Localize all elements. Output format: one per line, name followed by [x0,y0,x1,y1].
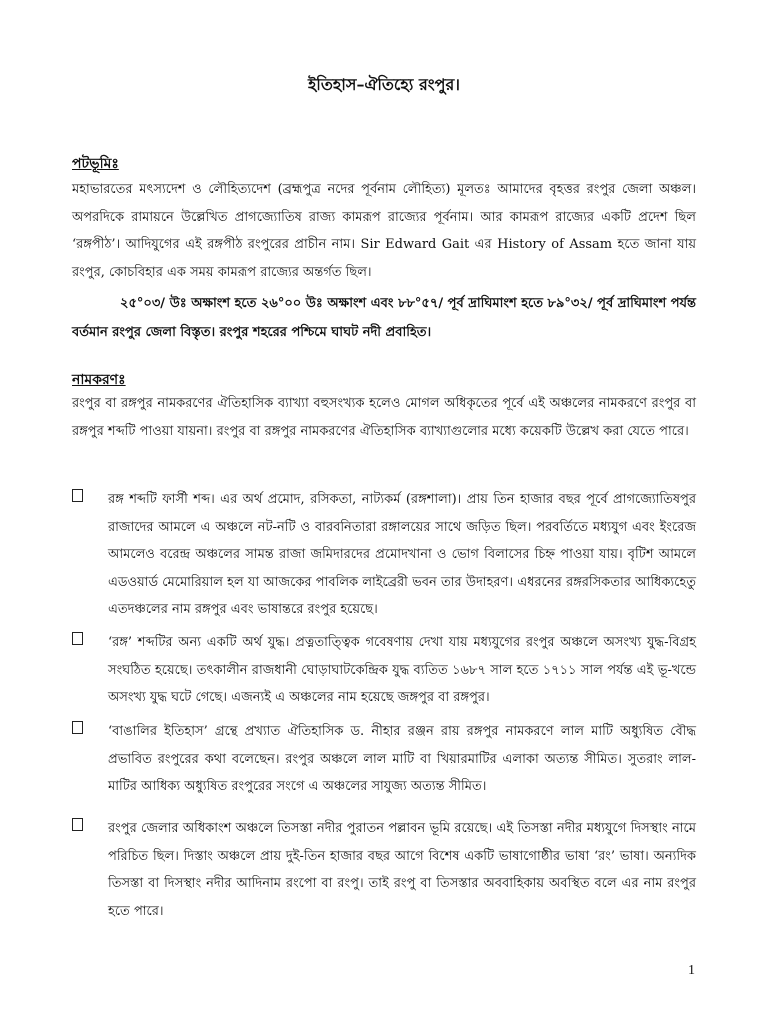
list-item [72,629,696,712]
naming-intro-paragraph: রংপুর বা রঙ্গপুর নামকরণের ঐতিহাসিক ব্যাখ্যা বহুসংখ্যক হলেও মোগল অধিকৃতের পূর্বে এই অঞ্চলের নামকরণে রংপুর বা রঙ্গপুর শব্দটি পাওয়া যায়না। রংপুর বা রঙ্গপুর নামকরণের ঐতিহাসিক ব্যাখ্যাগুলোর মধ্যে কয়েকটি উল্লেখ করা যেতে পারে। [72,396,696,439]
list-item [72,486,696,624]
background-heading: পটভূমিঃ [72,156,119,172]
bullet-box-icon [72,818,83,831]
coordinates-paragraph: ২৫°০৩/ উঃ অক্ষাংশ হতে ২৬°০০ উঃ অক্ষাংশ এবং ৮৮°৫৭/ পূর্ব দ্রাঘিমাংশ হতে ৮৯°৩২/ পূর্ব দ্রাঘিমাংশ পর্যন্ত বর্তমান রংপুর জেলা বিস্তৃত। রংপুর শহরের পশ্চিমে ঘাঘট নদী প্রবাহিত। [72,296,696,340]
bullet-box-icon [72,632,83,645]
list-item-text: ‘রঙ্গ’ শব্দটির অন্য একটি অর্থ যুদ্ধ। প্রত্নতাত্ত্বিক গবেষণায় দেখা যায় মধ্যযুগের রংপুর অঞ্চলে অসংখ্য যুদ্ধ-বিগ্রহ সংঘঠিত হয়েছে। তৎকালীন রাজধানী ঘোড়াঘাটকেন্দ্রিক যুদ্ধ ব্যতিত ১৬৮৭ সাল হতে ১৭১১ সাল পর্যন্ত এই ভূ-খন্ডে অসংখ্য যুদ্ধ ঘটে গেছে। এজন্যই এ অঞ্চলের নাম হয়েছে জঙ্গপুর বা রঙ্গপুর। [108,635,696,705]
background-paragraph: মহাভারতের মৎস্যদেশ ও লৌহিত্যদেশ (ব্রহ্মপুত্র নদের পূর্বনাম লৌহিত্য) মূলতঃ আমাদের বৃহত্তর রংপুর জেলা অঞ্চল। অপরদিকে রামায়নে উল্লেখিত প্রাগজ্যোতিষ রাজ্য কামরূপ রাজ্যের পূর্বনাম। আর কামরূপ রাজ্যের একটি প্রদেশ ছিল ‘রঙ্গপীঠ’। আদিযুগের এই রঙ্গপীঠ রংপুরের প্রাচীন নাম। Sir Edward Gait এর History of Assam হতে জানা যায় রংপুর, কোচবিহার এক সময় কামরূপ রাজ্যের অন্তর্গত ছিল। [72,182,696,280]
bullet-box-icon [72,489,83,502]
list-item [72,815,696,925]
list-item-text: ‘বাঙালির ইতিহাস’ গ্রন্থে প্রখ্যাত ঐতিহাসিক ড. নীহার রঞ্জন রায় রঙ্গপুর নামকরণে লাল মাটি অধ্যুষিত বৌদ্ধ প্রভাবিত রংপুরের কথা বলেছেন। রংপুর অঞ্চলে লাল মাটি বা খিয়ারমাটির এলাকা অত্যন্ত সীমিত। সুতরাং লাল-মাটির আধিক্য অধ্যুষিত রংপুরের সংগে এ অঞ্চলের সাযুজ্য অত্যন্ত সীমিত। [108,724,696,794]
list-item-text: রংপুর জেলার অধিকাংশ অঞ্চলে তিসস্তা নদীর পুরাতন পল্লাবন ভূমি রয়েছে। এই তিসস্তা নদীর মধ্যযুগে দিসস্থাং নামে পরিচিত ছিল। দিস্তাং অঞ্চলে প্রায় দুই-তিন হাজার বছর আগে বিশেষ একটি ভাষাগোষ্ঠীর ভাষা ‘রং’ ভাষা। অন্যদিক তিসস্তা বা দিসস্থাং নদীর আদিনাম রংপো বা রংপু। তাই রংপু বা তিসস্তার অববাহিকায় অবস্থিত বলে এর নাম রংপুর হতে পারে। [108,821,696,919]
page-number: 1 [688,963,695,978]
bullet-box-icon [72,721,83,734]
list-item [72,718,696,801]
naming-heading: নামকরণঃ [72,372,126,388]
list-item-text: রঙ্গ শব্দটি ফার্সী শব্দ। এর অর্থ প্রমোদ, রসিকতা, নাট্যকর্ম (রঙ্গশালা)। প্রায় তিন হাজার বছর পূর্বে প্রাগজ্যোতিষপুর রাজাদের আমলে এ অঞ্চলে নট-নটি ও বারবনিতারা রঙ্গালয়ের সাথে জড়িত ছিল। পরবর্তিতে মধ্যযুগ এবং ইংরেজ আমলেও বরেন্দ্র অঞ্চলের সামন্ত রাজা জমিদারদের প্রমোদখানা ও ভোগ বিলাসের চিহ্ন পাওয়া যায়। বৃটিশ আমলে এডওয়ার্ড মেমোরিয়াল হল যা আজকের পাবলিক লাইব্রেরী ভবন তার উদাহরণ। এধরনের রঙ্গরসিকতার আধিক্যহেতু এতদঞ্চলের নাম রঙ্গপুর এবং ভাষান্তরে রংপুর হয়েছে। [108,492,696,617]
document-title: ইতিহাস–ঐতিহ্যে রংপুর। [307,75,461,94]
